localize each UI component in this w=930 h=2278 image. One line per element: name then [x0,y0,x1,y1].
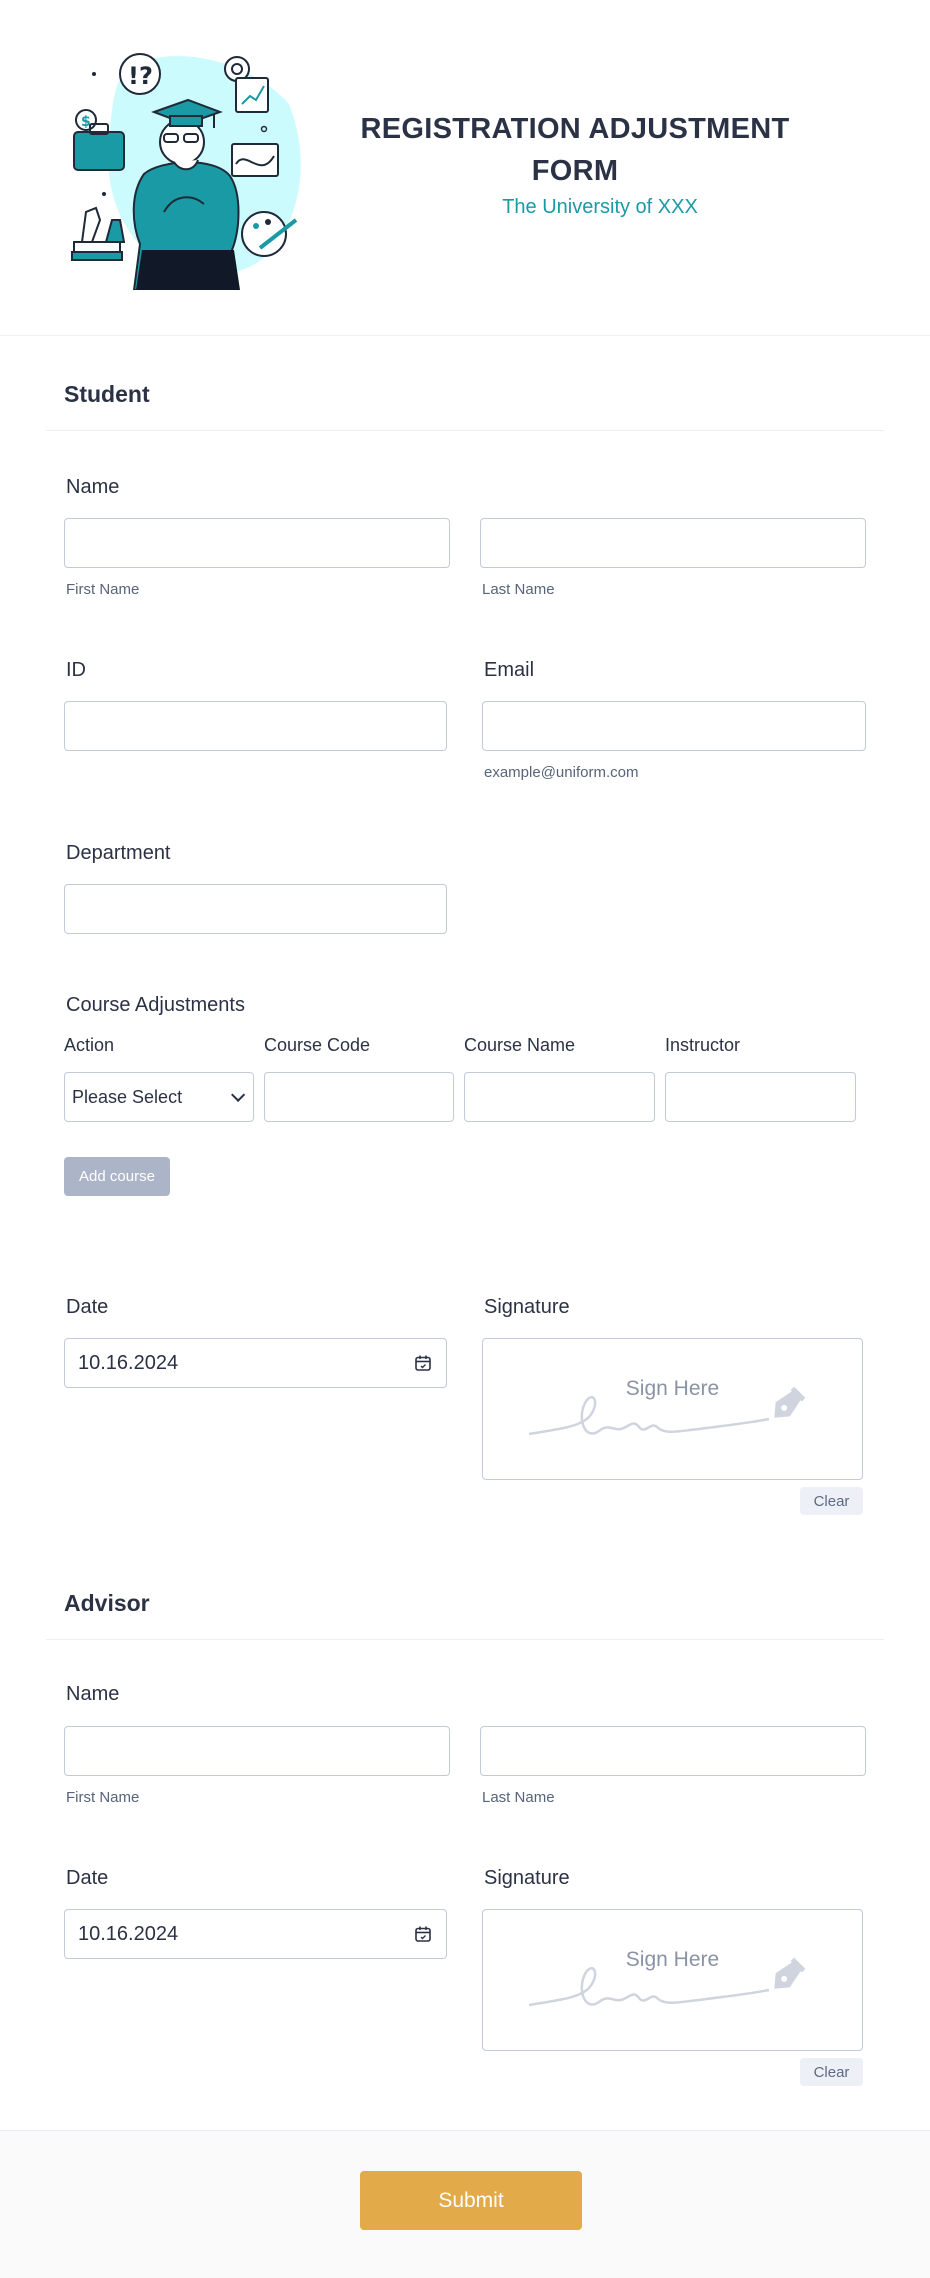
col-instructor-header: Instructor [665,1035,741,1055]
signature-pen-icon [529,1950,819,2020]
col-action-header: Action [64,1035,115,1055]
student-sign-here-text: Sign Here [625,1377,720,1400]
student-last-name-input[interactable] [480,518,866,568]
add-course-button[interactable]: Add course [64,1157,170,1196]
instructor-input[interactable] [665,1072,856,1122]
student-first-name-sublabel: First Name [66,581,140,598]
form-body [0,336,930,2130]
form-footer [0,2130,930,2278]
advisor-last-name-input[interactable] [480,1726,866,1776]
svg-text:!?: !? [128,62,153,90]
advisor-sign-here-text: Sign Here [625,1948,720,1971]
form-title: REGISTRATION ADJUSTMENT FORM [360,113,790,187]
advisor-signature-label: Signature [484,1867,570,1889]
advisor-signature-pad[interactable] [482,1909,863,2051]
student-name-label: Name [66,476,120,498]
svg-text:$: $ [81,114,91,130]
course-name-input[interactable] [464,1072,655,1122]
student-section-divider [46,430,884,431]
form-subtitle: The University of XXX [502,196,698,218]
advisor-first-name-input[interactable] [64,1726,450,1776]
student-department-label: Department [66,842,171,864]
advisor-clear-signature-button[interactable]: Clear [800,2058,863,2086]
advisor-section-title: Advisor [64,1590,150,1616]
form-header [0,0,930,336]
advisor-date-input[interactable] [64,1909,447,1959]
calendar-icon[interactable] [414,1925,432,1943]
submit-button[interactable]: Submit [360,2171,582,2230]
col-course-code-header: Course Code [264,1035,371,1055]
student-id-input[interactable] [64,701,447,751]
chevron-down-icon [231,1088,245,1102]
advisor-name-label: Name [66,1683,120,1705]
action-select[interactable] [64,1072,254,1122]
student-department-input[interactable] [64,884,447,934]
student-date-value: 10.16.2024 [78,1351,179,1374]
advisor-first-name-sublabel: First Name [66,1789,140,1806]
action-select-value: Please Select [72,1086,183,1107]
course-code-input[interactable] [264,1072,454,1122]
student-date-label: Date [66,1296,109,1318]
signature-pen-icon [529,1379,819,1449]
student-email-sublabel: example@uniform.com [484,764,639,781]
col-course-name-header: Course Name [464,1035,576,1055]
student-email-input[interactable] [482,701,866,751]
calendar-icon[interactable] [414,1354,432,1372]
student-signature-pad[interactable] [482,1338,863,1480]
course-adjustments-label: Course Adjustments [66,994,245,1016]
student-last-name-sublabel: Last Name [482,581,555,598]
advisor-date-value: 10.16.2024 [78,1922,179,1945]
advisor-last-name-sublabel: Last Name [482,1789,555,1806]
advisor-section-divider [46,1639,884,1640]
student-date-input[interactable] [64,1338,447,1388]
student-signature-label: Signature [484,1296,570,1318]
advisor-date-label: Date [66,1867,109,1889]
student-first-name-input[interactable] [64,518,450,568]
student-clear-signature-button[interactable]: Clear [800,1487,863,1515]
student-thinking-illustration [64,44,314,290]
student-section-title: Student [64,381,150,407]
student-id-label: ID [66,659,86,681]
student-email-label: Email [484,659,535,681]
